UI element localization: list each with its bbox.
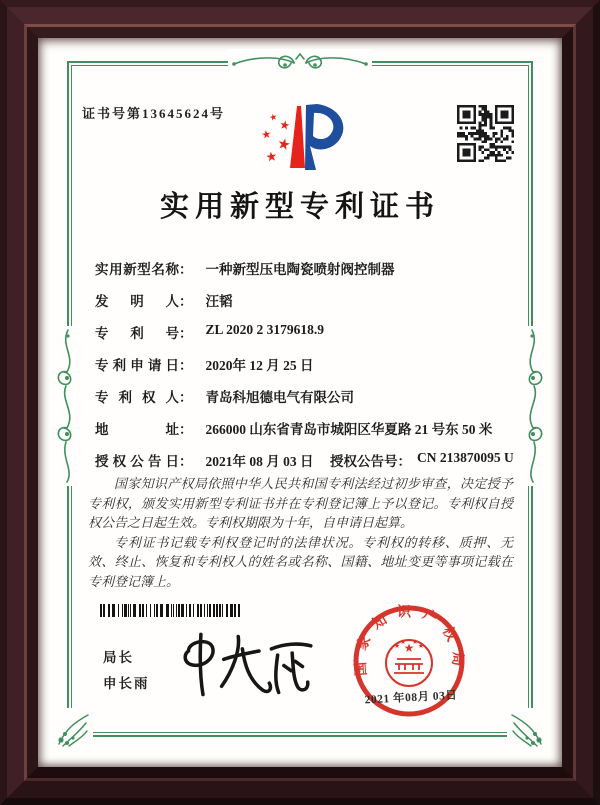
svg-text:★: ★ [260,127,273,142]
field-label: 专利申请日 [95,358,179,373]
field-row-patentee [95,386,525,404]
svg-text:★: ★ [411,638,419,646]
grant-number-value: CN 213870095 U [417,450,514,465]
field-value: 青岛科旭德电气有限公司 [205,390,354,405]
seal-text: 国家知识产权局 [353,605,465,677]
signoff-block [103,645,150,697]
svg-text:★: ★ [275,133,293,155]
field-colon: ： [397,454,411,469]
svg-text:★: ★ [393,642,401,650]
field-row-inventor [95,290,525,308]
field-colon: ： [179,294,193,309]
field-colon: ： [179,422,193,437]
field-label: 专利号 [95,326,179,341]
svg-text:★: ★ [399,638,407,646]
field-label: 授权公告日 [95,454,179,469]
legal-text [88,474,513,592]
field-row-name [95,258,525,276]
field-value: 2020年 12 月 25 日 [205,358,314,373]
field-colon: ： [179,358,193,373]
field-colon: ： [179,390,193,405]
svg-text:★: ★ [403,641,415,655]
field-colon: ： [179,454,193,469]
border-ornament-top-icon [228,49,372,77]
field-label: 地址 [95,422,179,437]
grant-number [330,450,514,470]
field-row-patent-no [95,322,525,340]
certificate-title: 实用新型专利证书 [159,191,440,223]
field-value: 266000 山东省青岛市城阳区华夏路 21 号东 50 米 [205,422,493,437]
svg-text:★: ★ [278,117,292,133]
svg-text:★: ★ [264,149,279,166]
signoff-title: 局长 [103,650,134,665]
seal-emblem-stars [394,638,424,655]
field-value: 一种新型压电陶瓷喷射阀控制器 [205,262,395,277]
corner-ornament-right-icon [507,708,547,750]
field-label: 发明人 [95,294,179,309]
svg-text:★: ★ [417,642,425,650]
field-label: 专利权人 [95,390,179,405]
signature-icon [176,626,316,704]
border-ornament-left-icon [51,326,83,486]
certificate-number: 证书号第13645624号 [82,106,226,121]
signoff-name: 申长雨 [103,676,150,691]
seal-emblem-gate [394,659,424,673]
field-row-filing-date [95,354,525,372]
svg-text:★: ★ [268,112,279,124]
field-value: ZL 2020 2 3179618.9 [205,322,325,337]
grant-number-label: 授权公告号 [330,454,398,469]
field-value: 2021年 08 月 03 日 [205,454,314,469]
seal-date: 2021 年08月 03日 [364,689,458,707]
field-row-address [95,418,525,436]
body-paragraph-1: 国家知识产权局依照中华人民共和国专利法经过初步审查，决定授予专利权，颁发实用新型专利证书并在专利登记簿上予以登记。专利权自授权公告之日起生效。专利权期限为十年，自申请日起算。 [88,476,513,531]
barcode [100,604,242,617]
body-paragraph-2: 专利证书记载专利权登记时的法律状况。专利权的转移、质押、无效、终止、恢复和专利权人的姓名或名称、国籍、地址变更等事项记载在专利登记簿上。 [88,534,513,589]
field-colon: ： [179,326,193,341]
field-row-grant-date [95,450,525,468]
cnipa-logo-icon [250,94,350,182]
field-value: 汪韬 [205,294,233,309]
corner-ornament-left-icon [53,708,93,750]
field-colon: ： [179,262,193,277]
qr-code [457,105,514,162]
field-label: 实用新型名称 [95,262,179,277]
